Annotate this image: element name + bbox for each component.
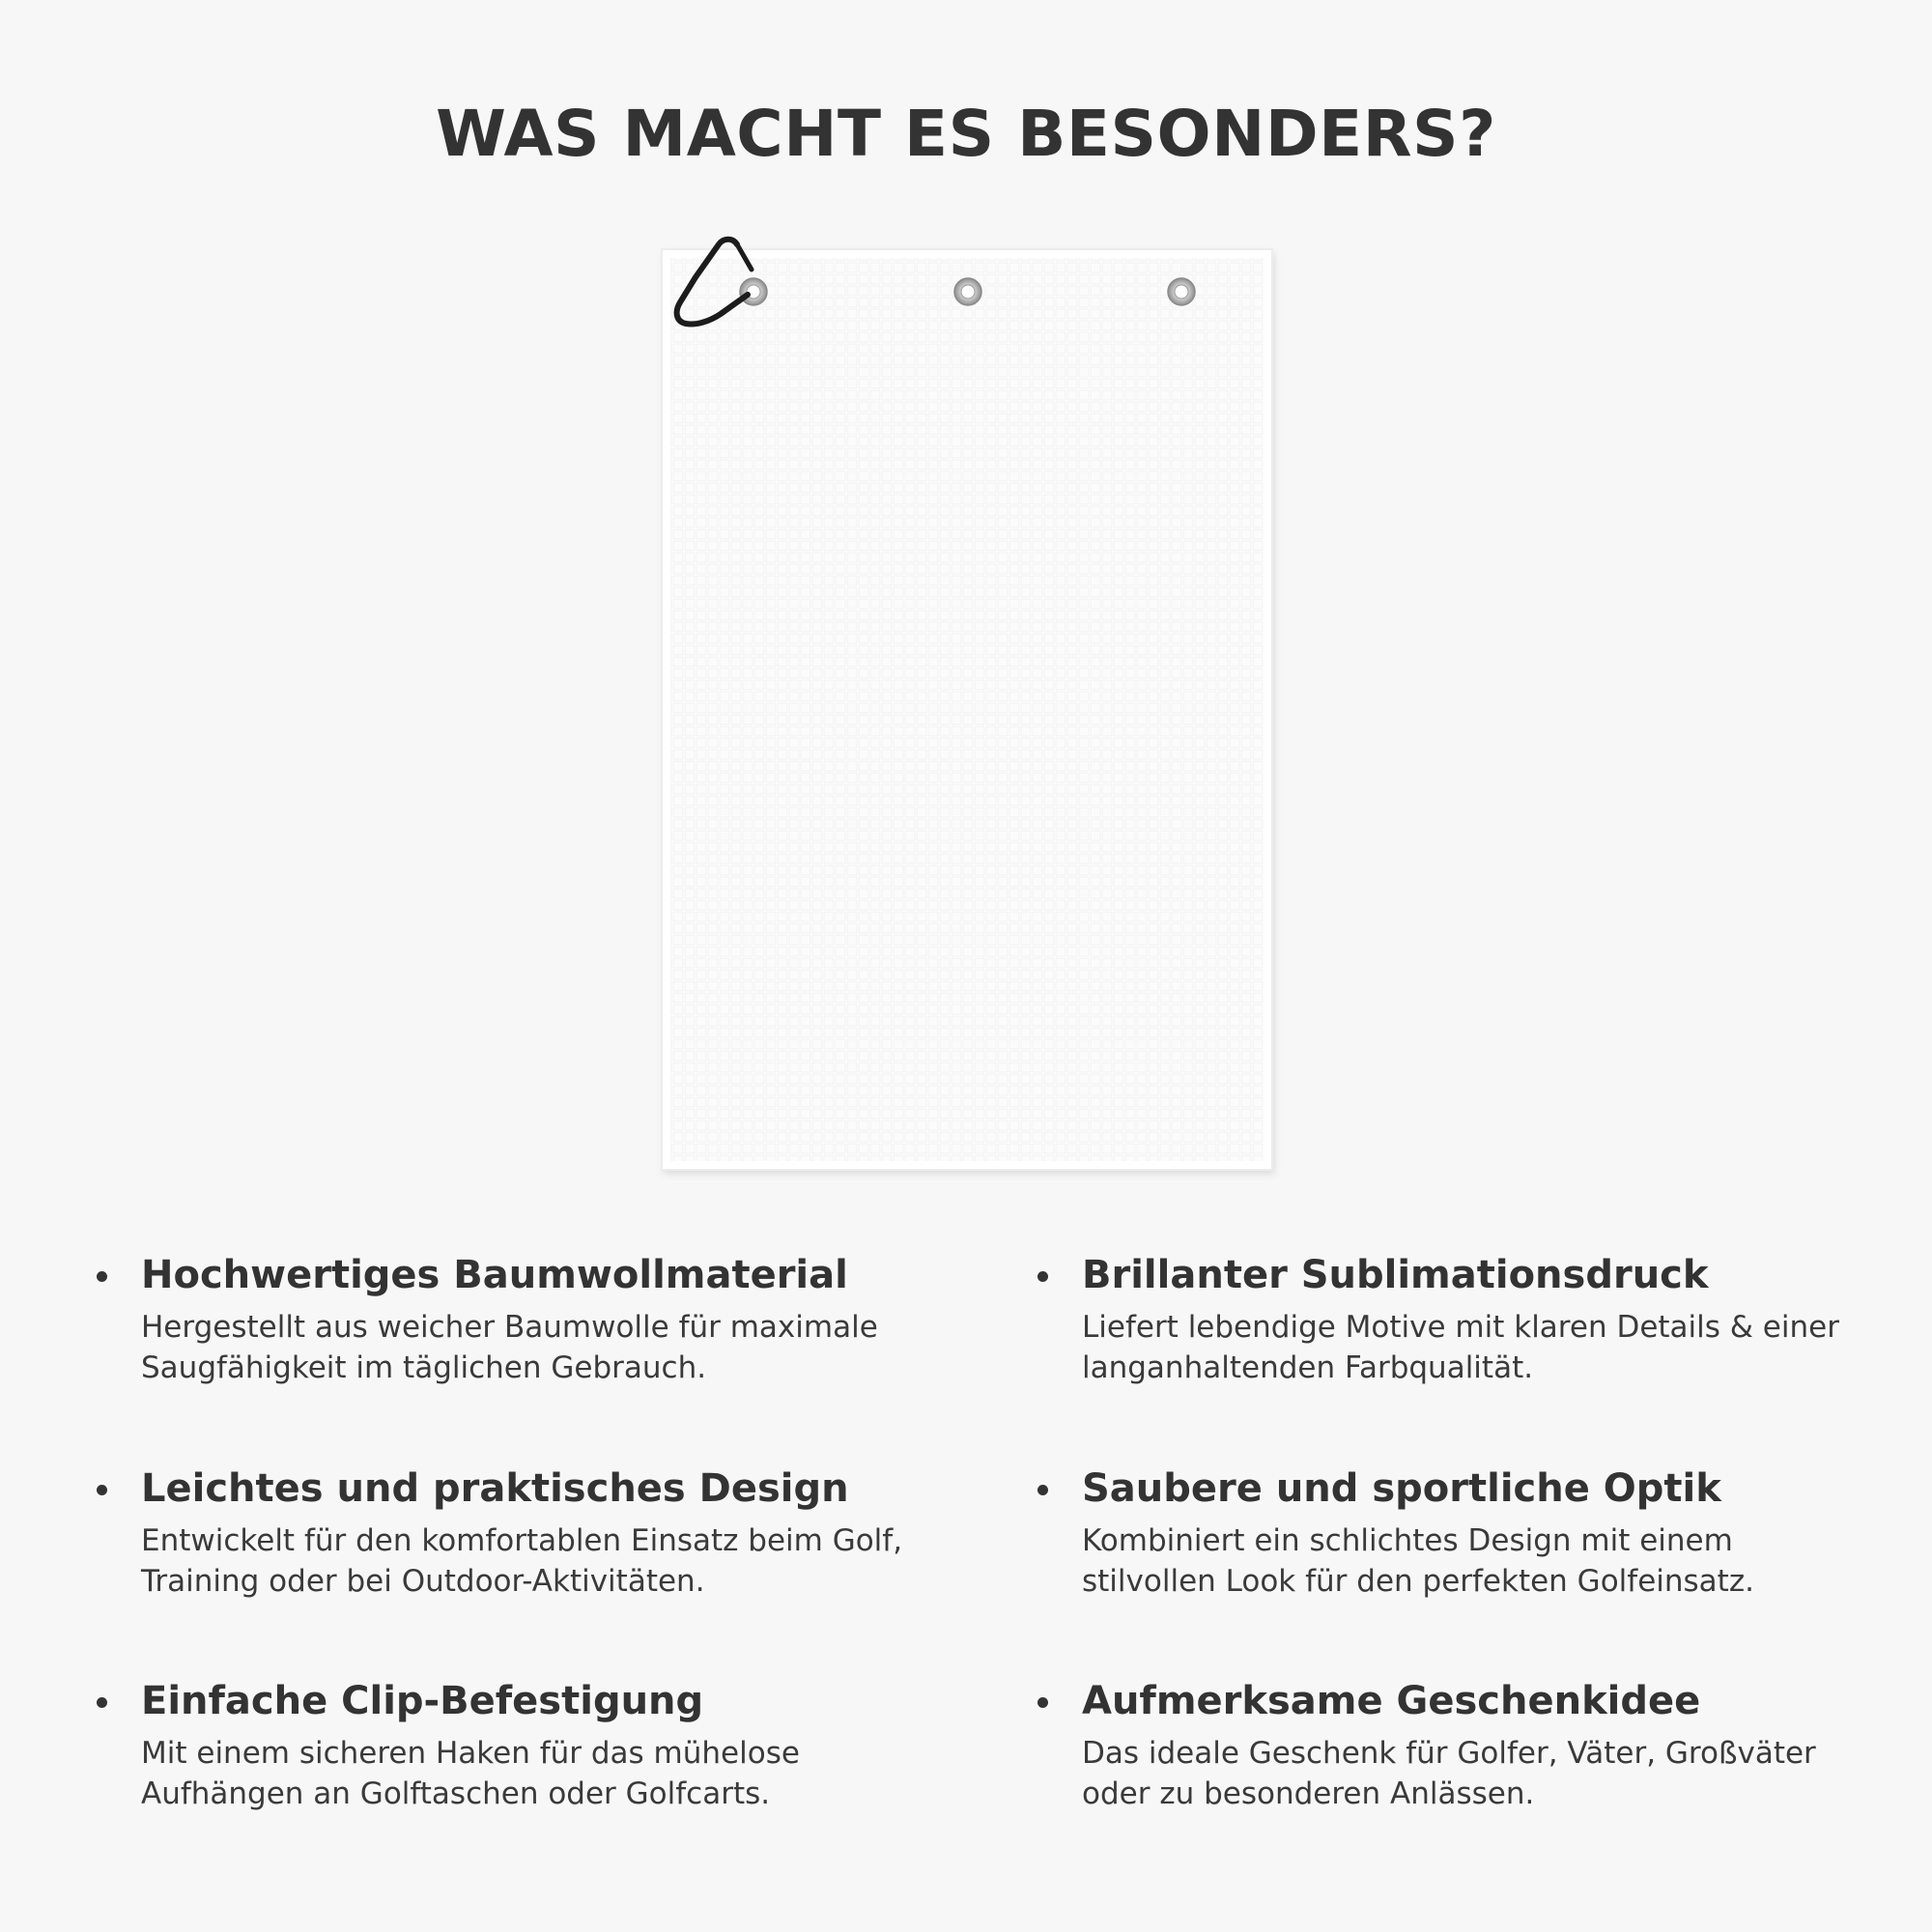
feature-description: Entwickelt für den komfortablen Einsatz beim Golf, Training oder bei Outdoor-Aktivitäten. (141, 1523, 903, 1599)
feature-heading: Hochwertiges Baumwollmaterial (141, 1253, 848, 1297)
golf-towel-icon (638, 227, 1294, 1193)
page-title: WAS MACHT ES BESONDERS? (436, 97, 1496, 171)
bullet-icon (97, 1271, 107, 1282)
feature-6 (1082, 1680, 1855, 1815)
bullet-icon (1037, 1697, 1048, 1708)
grommet-right (1168, 278, 1195, 305)
grommet-middle (954, 278, 981, 305)
feature-3 (141, 1467, 943, 1603)
feature-heading: Leichtes und praktisches Design (141, 1466, 849, 1511)
feature-1 (141, 1254, 943, 1389)
feature-heading: Einfache Clip-Befestigung (141, 1679, 704, 1723)
feature-2 (1082, 1254, 1855, 1389)
feature-4 (1082, 1467, 1855, 1603)
feature-heading: Aufmerksame Geschenkidee (1082, 1679, 1701, 1723)
bullet-icon (1037, 1485, 1048, 1495)
grommet-left (740, 278, 767, 305)
bullet-icon (1037, 1271, 1048, 1282)
feature-description: Kombiniert ein schlichtes Design mit einem stilvollen Look für den perfekten Golfeinsatz. (1082, 1523, 1754, 1599)
bullet-icon (97, 1697, 107, 1708)
feature-description: Liefert lebendige Motive mit klaren Details & einer langanhaltenden Farbqualität. (1082, 1310, 1839, 1385)
feature-description: Hergestellt aus weicher Baumwolle für maximale Saugfähigkeit im täglichen Gebrauch. (141, 1310, 878, 1385)
golf-towel-image (638, 227, 1294, 1193)
feature-heading: Brillanter Sublimationsdruck (1082, 1253, 1709, 1297)
feature-description: Das ideale Geschenk für Golfer, Väter, Großväter oder zu besonderen Anlässen. (1082, 1736, 1816, 1811)
feature-heading: Saubere und sportliche Optik (1082, 1466, 1721, 1511)
feature-description: Mit einem sicheren Haken für das mühelose Aufhängen an Golftaschen oder Golfcarts. (141, 1736, 800, 1811)
feature-5 (141, 1680, 943, 1815)
bullet-icon (97, 1485, 107, 1495)
